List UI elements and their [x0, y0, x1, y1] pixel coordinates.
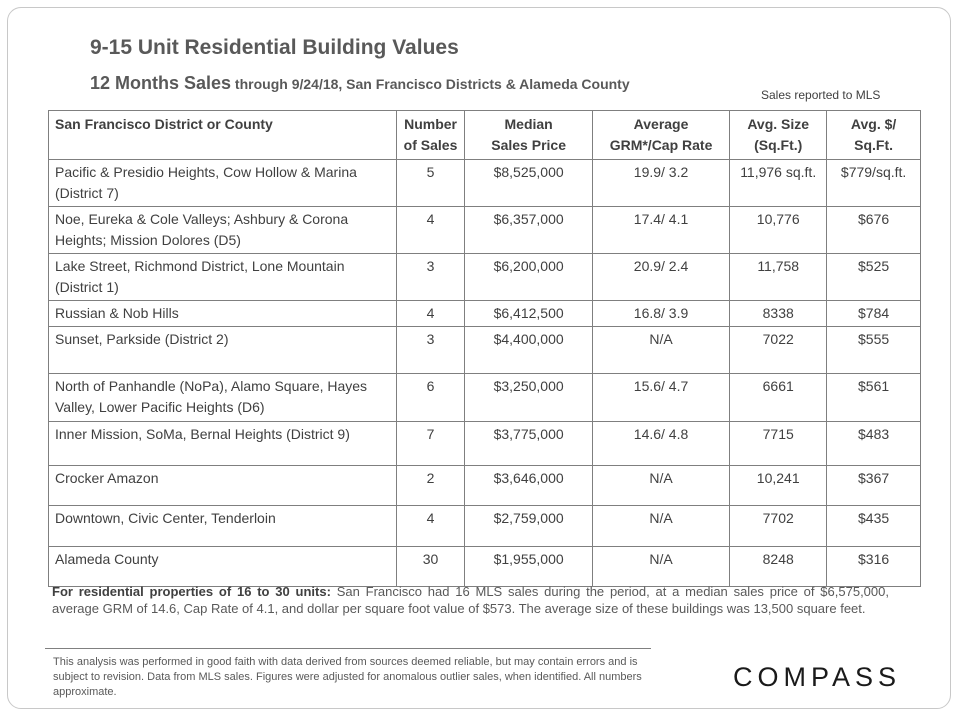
- cell-median-price: $3,775,000: [465, 422, 593, 466]
- source-note: Sales reported to MLS: [761, 88, 881, 102]
- summary-text: San Francisco had 16 MLS sales during the period, at a median sales price of $6,575,000, average GRM of 14.6, Cap Rate of 4.1, and dollar per square foot value of $573. The average size of these buildings was 13,500 square feet.: [52, 584, 889, 616]
- cell-district: Crocker Amazon: [49, 466, 397, 506]
- cell-median-price: $8,525,000: [465, 160, 593, 207]
- cell-district: Russian & Nob Hills: [49, 301, 397, 327]
- cell-price-per-sqft: $525: [827, 254, 921, 301]
- cell-sales-count: 4: [396, 207, 465, 254]
- table-row: [49, 301, 921, 327]
- header-avg-size: Avg. Size (Sq.Ft.): [730, 111, 827, 160]
- cell-avg-size: 7702: [730, 506, 827, 547]
- cell-avg-size: 7022: [730, 327, 827, 374]
- cell-avg-size: 6661: [730, 374, 827, 422]
- cell-sales-count: 2: [396, 466, 465, 506]
- cell-avg-size: 11,758: [730, 254, 827, 301]
- cell-avg-size: 7715: [730, 422, 827, 466]
- table-row: [49, 160, 921, 207]
- cell-district: Noe, Eureka & Cole Valleys; Ashbury & Corona Heights; Mission Dolores (D5): [49, 207, 397, 254]
- cell-avg-size: 10,776: [730, 207, 827, 254]
- header-district: San Francisco District or County: [49, 111, 397, 160]
- cell-district: Pacific & Presidio Heights, Cow Hollow & Marina (District 7): [49, 160, 397, 207]
- cell-sales-count: 3: [396, 254, 465, 301]
- cell-price-per-sqft: $435: [827, 506, 921, 547]
- summary-lead: For residential properties of 16 to 30 units:: [52, 584, 331, 599]
- header-price-per-sqft: Avg. $/ Sq.Ft.: [827, 111, 921, 160]
- cell-price-per-sqft: $367: [827, 466, 921, 506]
- cell-grm-cap: 14.6/ 4.8: [592, 422, 729, 466]
- cell-avg-size: 8248: [730, 547, 827, 587]
- cell-median-price: $3,646,000: [465, 466, 593, 506]
- cell-price-per-sqft: $676: [827, 207, 921, 254]
- page-subtitle: [90, 73, 630, 94]
- cell-grm-cap: 15.6/ 4.7: [592, 374, 729, 422]
- cell-sales-count: 3: [396, 327, 465, 374]
- cell-sales-count: 5: [396, 160, 465, 207]
- table-row: [49, 374, 921, 422]
- footer-divider: [45, 648, 651, 649]
- table-row: [49, 327, 921, 374]
- compass-logo-icon: [733, 658, 913, 692]
- cell-grm-cap: N/A: [592, 327, 729, 374]
- cell-median-price: $4,400,000: [465, 327, 593, 374]
- header-number-of-sales: Number of Sales: [396, 111, 465, 160]
- cell-median-price: $6,412,500: [465, 301, 593, 327]
- table-row: [49, 422, 921, 466]
- cell-grm-cap: 16.8/ 3.9: [592, 301, 729, 327]
- cell-median-price: $3,250,000: [465, 374, 593, 422]
- table-row: [49, 207, 921, 254]
- cell-median-price: $6,357,000: [465, 207, 593, 254]
- page-title: 9-15 Unit Residential Building Values: [90, 36, 459, 59]
- subtitle-detail: through 9/24/18, San Francisco Districts & Alameda County: [231, 76, 630, 92]
- cell-sales-count: 6: [396, 374, 465, 422]
- table-header-row: [49, 111, 921, 160]
- cell-sales-count: 4: [396, 506, 465, 547]
- cell-avg-size: 8338: [730, 301, 827, 327]
- cell-district: Lake Street, Richmond District, Lone Mountain (District 1): [49, 254, 397, 301]
- table-row: [49, 466, 921, 506]
- cell-grm-cap: N/A: [592, 547, 729, 587]
- cell-price-per-sqft: $561: [827, 374, 921, 422]
- cell-sales-count: 30: [396, 547, 465, 587]
- table-row: [49, 254, 921, 301]
- cell-price-per-sqft: $316: [827, 547, 921, 587]
- cell-sales-count: 7: [396, 422, 465, 466]
- cell-median-price: $6,200,000: [465, 254, 593, 301]
- cell-district: Inner Mission, SoMa, Bernal Heights (District 9): [49, 422, 397, 466]
- cell-avg-size: 10,241: [730, 466, 827, 506]
- table-row: [49, 506, 921, 547]
- cell-median-price: $2,759,000: [465, 506, 593, 547]
- cell-price-per-sqft: $483: [827, 422, 921, 466]
- cell-district: Sunset, Parkside (District 2): [49, 327, 397, 374]
- header-median-price: Median Sales Price: [465, 111, 593, 160]
- summary-paragraph: [52, 583, 889, 617]
- cell-grm-cap: 17.4/ 4.1: [592, 207, 729, 254]
- header-grm-cap: Average GRM*/Cap Rate: [592, 111, 729, 160]
- cell-district: Alameda County: [49, 547, 397, 587]
- table-row: [49, 547, 921, 587]
- cell-median-price: $1,955,000: [465, 547, 593, 587]
- cell-district: North of Panhandle (NoPa), Alamo Square, Hayes Valley, Lower Pacific Heights (D6): [49, 374, 397, 422]
- cell-grm-cap: 19.9/ 3.2: [592, 160, 729, 207]
- svg-text:COMPASS: COMPASS: [733, 662, 902, 692]
- cell-avg-size: 11,976 sq.ft.: [730, 160, 827, 207]
- cell-price-per-sqft: $784: [827, 301, 921, 327]
- sales-table: [48, 110, 921, 587]
- cell-grm-cap: N/A: [592, 506, 729, 547]
- cell-sales-count: 4: [396, 301, 465, 327]
- cell-district: Downtown, Civic Center, Tenderloin: [49, 506, 397, 547]
- cell-price-per-sqft: $779/sq.ft.: [827, 160, 921, 207]
- cell-grm-cap: 20.9/ 2.4: [592, 254, 729, 301]
- subtitle-main: 12 Months Sales: [90, 73, 232, 93]
- cell-price-per-sqft: $555: [827, 327, 921, 374]
- disclaimer-text: This analysis was performed in good faith with data derived from sources deemed reliable, but may contain errors and is subject to revision. Data from MLS sales. Figures were adjusted for anomalous outlier sales, when identified. All numbers approximate.: [53, 656, 642, 698]
- cell-grm-cap: N/A: [592, 466, 729, 506]
